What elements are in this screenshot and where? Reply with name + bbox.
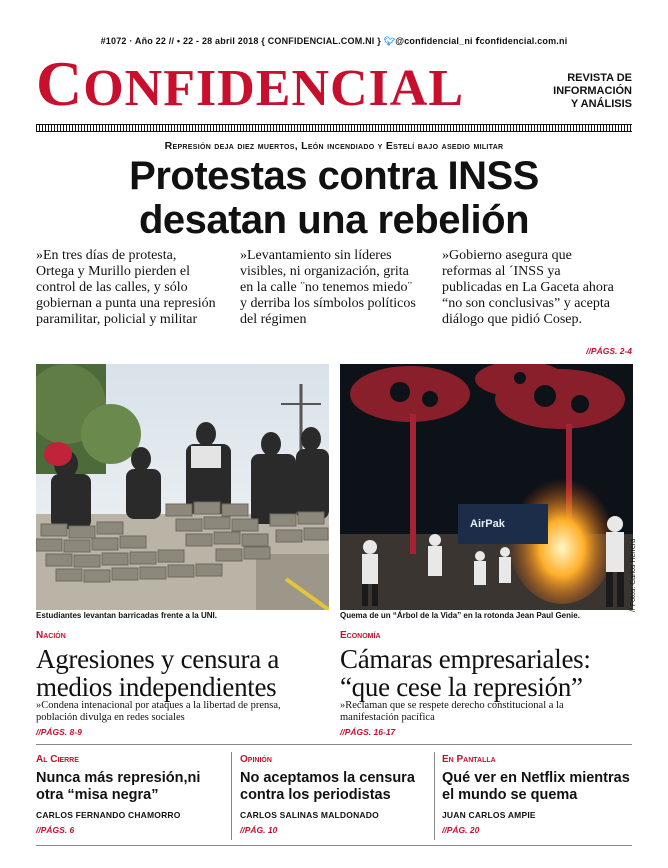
column-2-headline[interactable]: No aceptamos la censura contra los periodistas [240, 770, 415, 803]
footer-rule [36, 845, 632, 846]
barricade-photo-image [36, 364, 329, 610]
column-1-pages[interactable]: //PÁGS. 6 [36, 825, 75, 835]
airpak-sign-text: AirPak [470, 518, 505, 530]
bottom-divider [36, 744, 632, 745]
barricade-photo-caption: Estudiantes levantan barricadas frente a la UNI. [36, 611, 217, 620]
barricade-photo [36, 364, 329, 610]
facebook-icon: f [475, 37, 480, 47]
lead-headline-line1: Protestas contra INSS [129, 154, 539, 198]
story-2-section[interactable]: Economía [340, 630, 381, 641]
masthead-rule [36, 124, 632, 132]
column-1-headline[interactable]: Nunca más represión,ni otra “misa negra” [36, 770, 201, 803]
masthead-initial: C [36, 48, 84, 119]
lead-deck-2: »Levantamiento sin líderes visibles, ni organización, grita en la calle ¨no tenemos miedo¨ y derriba los símbolos políticos del régimen [240, 248, 416, 327]
issue-number: #1072 [100, 36, 127, 46]
masthead-logo [36, 48, 465, 119]
column-3-headline[interactable]: Qué ver en Netflix mientras el mundo se quema [442, 770, 630, 803]
story-2-summary: »Reclaman que se respete derecho constitucional a la manifestación pacífica [340, 700, 564, 723]
story-1-pages[interactable]: //PÁGS. 8-9 [36, 727, 82, 737]
site-url[interactable]: { CONFIDENCIAL.COM.NI } [261, 36, 381, 46]
tree-of-life-photo-image [340, 364, 633, 610]
column-2-section[interactable]: Opinión [240, 754, 272, 765]
masthead-tagline: REVISTA DE INFORMACIÓN Y ANÁLISIS [553, 72, 632, 110]
story-1-headline[interactable]: Agresiones y censura a medios independientes [36, 644, 280, 702]
column-1-section[interactable]: Al Cierre [36, 754, 79, 765]
tree-photo-caption: Quema de un “Árbol de la Vida” en la rotonda Jean Paul Genie. [340, 611, 580, 620]
column-2-pages[interactable]: //PÁG. 10 [240, 825, 278, 835]
issue-line [0, 36, 668, 47]
column-divider-2 [434, 752, 435, 840]
column-divider-1 [231, 752, 232, 840]
column-3-author: JUAN CARLOS AMPIE [442, 810, 536, 820]
story-1-section[interactable]: Nación [36, 630, 66, 641]
column-1-author: CARLOS FERNANDO CHAMORRO [36, 810, 181, 820]
lead-headline-line2: desatan una rebelión [138, 198, 530, 242]
twitter-handle[interactable]: @confidencial_ni [395, 36, 473, 46]
story-2-headline[interactable]: Cámaras empresariales: “que cese la represión” [340, 644, 591, 702]
column-2-author: CARLOS SALINAS MALDONADO [240, 810, 379, 820]
twitter-icon: 🐦︎ [383, 36, 396, 46]
photo-credit: // Fotos: Carlos Herrera [630, 538, 637, 612]
lead-headline[interactable] [36, 154, 632, 242]
issue-dates: • 22 - 28 abril 2018 [176, 36, 259, 46]
masthead-title: ONFIDENCIAL [83, 60, 465, 117]
column-3-section[interactable]: En Pantalla [442, 754, 496, 765]
lead-kicker: Represión deja diez muertos, León incendiado y Estelí bajo asedio militar [164, 140, 504, 152]
lead-deck-1: »En tres días de protesta, Ortega y Murillo pierden el control de las calles, y sólo gobiernan a punta una represión paramilitar, policial y militar [36, 248, 216, 327]
story-2-pages[interactable]: //PÁGS. 16-17 [340, 727, 396, 737]
lead-deck-3: »Gobierno asegura que reformas al ´INSS ya publicadas en La Gaceta ahora “no son conclusivas” y acepta diálogo que pidió Cosep. [442, 248, 614, 327]
facebook-page[interactable]: confidencial.com.ni [479, 36, 568, 46]
column-3-pages[interactable]: //PÁG. 20 [442, 825, 480, 835]
lead-pages[interactable]: //PÁGS. 2-4 [586, 346, 632, 356]
tree-of-life-photo [340, 364, 633, 610]
story-1-summary: »Condena intenacional por ataques a la libertad de prensa, población divulga en redes sociales [36, 700, 281, 723]
issue-year: · Año 22 // [129, 36, 175, 46]
